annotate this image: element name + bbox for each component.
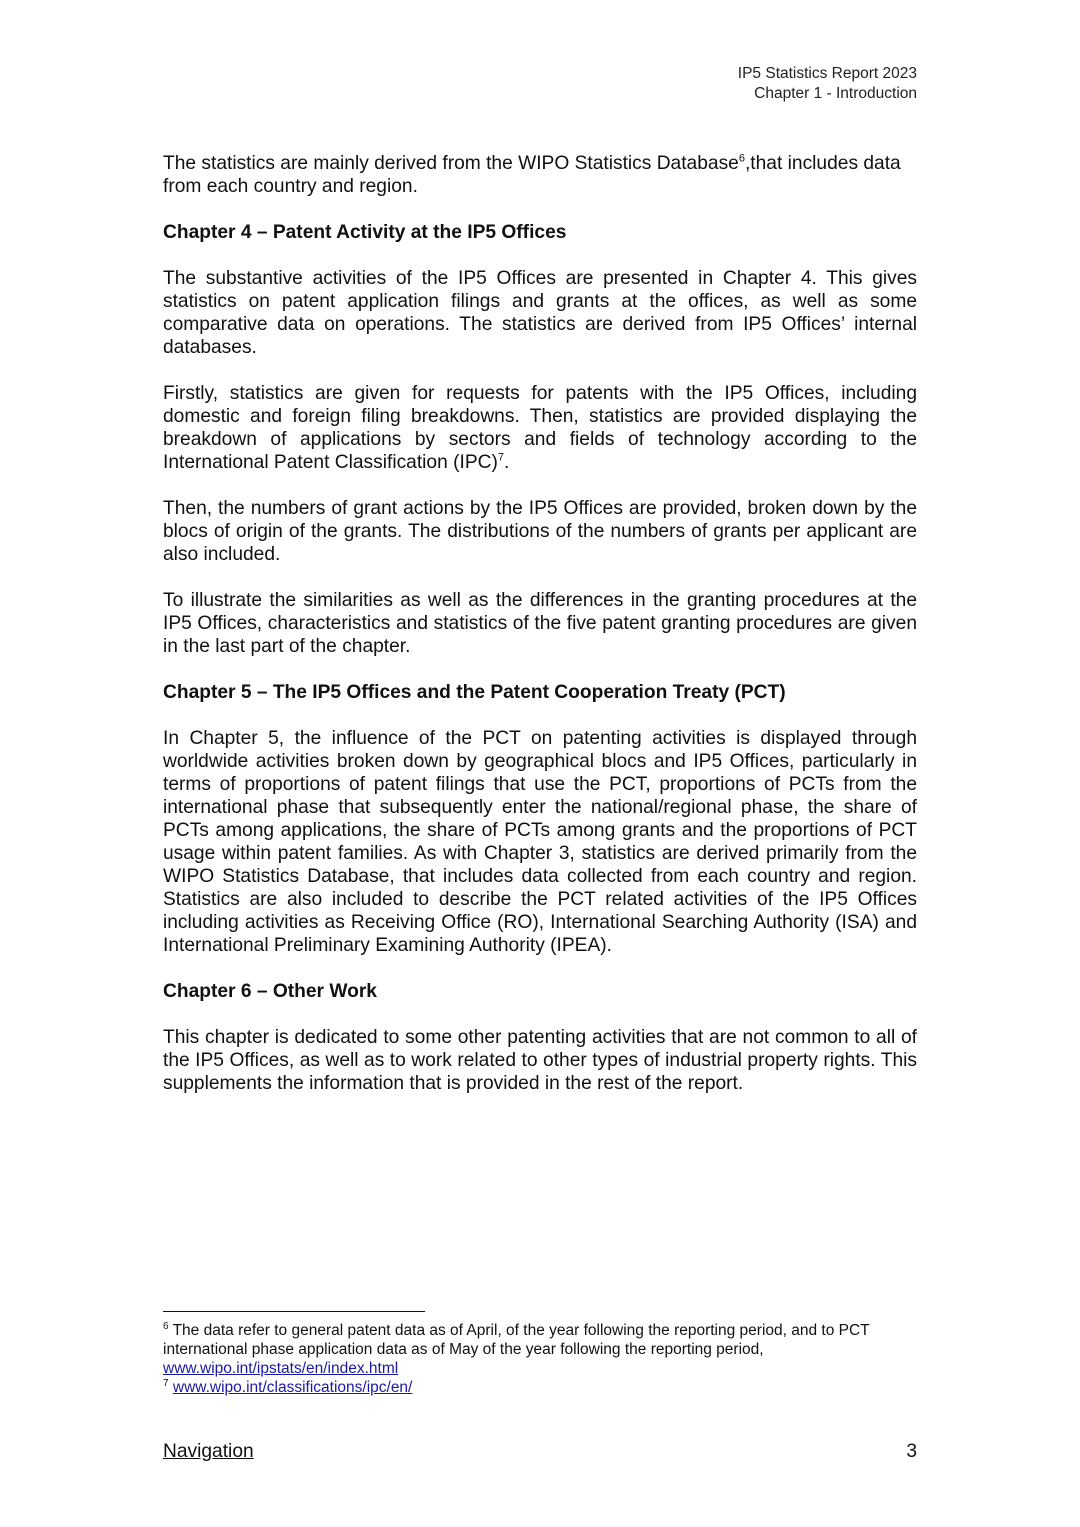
- intro-text: The statistics are mainly derived from the WIPO Statistics Database: [163, 153, 739, 174]
- footnote-6-number: 6: [163, 1320, 169, 1332]
- footnote-ref-6[interactable]: 6: [738, 152, 745, 165]
- header-report-title: IP5 Statistics Report 2023: [737, 65, 917, 82]
- chapter4-paragraph-1: The substantive activities of the IP5 Offices are presented in Chapter 4. This gives statistics on patent application filings and grants at the offices, as well as some comparative data on operations. The statistics are derived from IP5 Offices’ internal databases.: [163, 268, 917, 358]
- intro-text-end: ,that includes data from each country and region.: [163, 153, 901, 197]
- footnote-7-number: 7: [163, 1377, 169, 1389]
- main-content: [163, 152, 917, 1118]
- footnote-6-text: The data refer to general patent data as of April, of the year following the reporting period, and to PCT international phase application data as of May of the year following the reporting period,: [163, 1322, 870, 1358]
- chapter6-heading: Chapter 6 – Other Work: [163, 981, 377, 1002]
- footnote-6-link-line: [163, 1359, 917, 1378]
- chapter4-paragraph-4: To illustrate the similarities as well as the differences in the granting procedures at the IP5 Offices, characteristics and statistics of the five patent granting procedures are given in the last part of the chapter.: [163, 590, 917, 657]
- footnote-divider: [163, 1311, 425, 1312]
- chapter6-paragraph-1: This chapter is dedicated to some other patenting activities that are not common to all of the IP5 Offices, as well as to work related to other types of industrial property rights. This supplements the information that is provided in the rest of the report.: [163, 1027, 917, 1094]
- footnote-ref-7[interactable]: 7: [497, 451, 504, 464]
- footnote-6-link[interactable]: www.wipo.int/ipstats/en/index.html: [163, 1360, 399, 1377]
- chapter4-paragraph-2: [163, 382, 917, 474]
- footnote-6: [163, 1321, 917, 1359]
- footnote-7: [163, 1378, 917, 1397]
- chapter4-paragraph-3: Then, the numbers of grant actions by the IP5 Offices are provided, broken down by the blocs of origin of the grants. The distributions of the numbers of grants per applicant are also included.: [163, 498, 917, 565]
- chapter5-heading: Chapter 5 – The IP5 Offices and the Patent Cooperation Treaty (PCT): [163, 682, 786, 703]
- intro-paragraph: [163, 152, 917, 198]
- chapter4-heading: Chapter 4 – Patent Activity at the IP5 Offices: [163, 222, 567, 243]
- running-header: [738, 64, 917, 104]
- page-number: 3: [906, 1441, 917, 1462]
- chapter4-paragraph-2-text: Firstly, statistics are given for requests for patents with the IP5 Offices, including domestic and foreign filing breakdowns. Then, statistics are provided displaying the breakdown of applications by sectors and fields of technology according to the International Patent Classification (IPC): [163, 383, 917, 473]
- chapter5-paragraph-1: In Chapter 5, the influence of the PCT on patenting activities is displayed through worldwide activities broken down by geographical blocs and IP5 Offices, particularly in terms of proportions of patent filings that use the PCT, proportions of PCTs from the international phase that subsequently enter the national/regional phase, the share of PCTs among applications, the share of PCTs among grants and the proportions of PCT usage within patent families. As with Chapter 3, statistics are derived primarily from the WIPO Statistics Database, that includes data collected from each country and region. Statistics are also included to describe the PCT related activities of the IP5 Offices including activities as Receiving Office (RO), International Searching Authority (ISA) and International Preliminary Examining Authority (IPEA).: [163, 728, 917, 956]
- navigation-link[interactable]: Navigation: [163, 1441, 254, 1462]
- footnotes: [163, 1321, 917, 1397]
- footnote-7-link[interactable]: www.wipo.int/classifications/ipc/en/: [172, 1379, 413, 1396]
- header-chapter: Chapter 1 - Introduction: [754, 85, 917, 102]
- chapter4-paragraph-2-end: .: [504, 452, 510, 473]
